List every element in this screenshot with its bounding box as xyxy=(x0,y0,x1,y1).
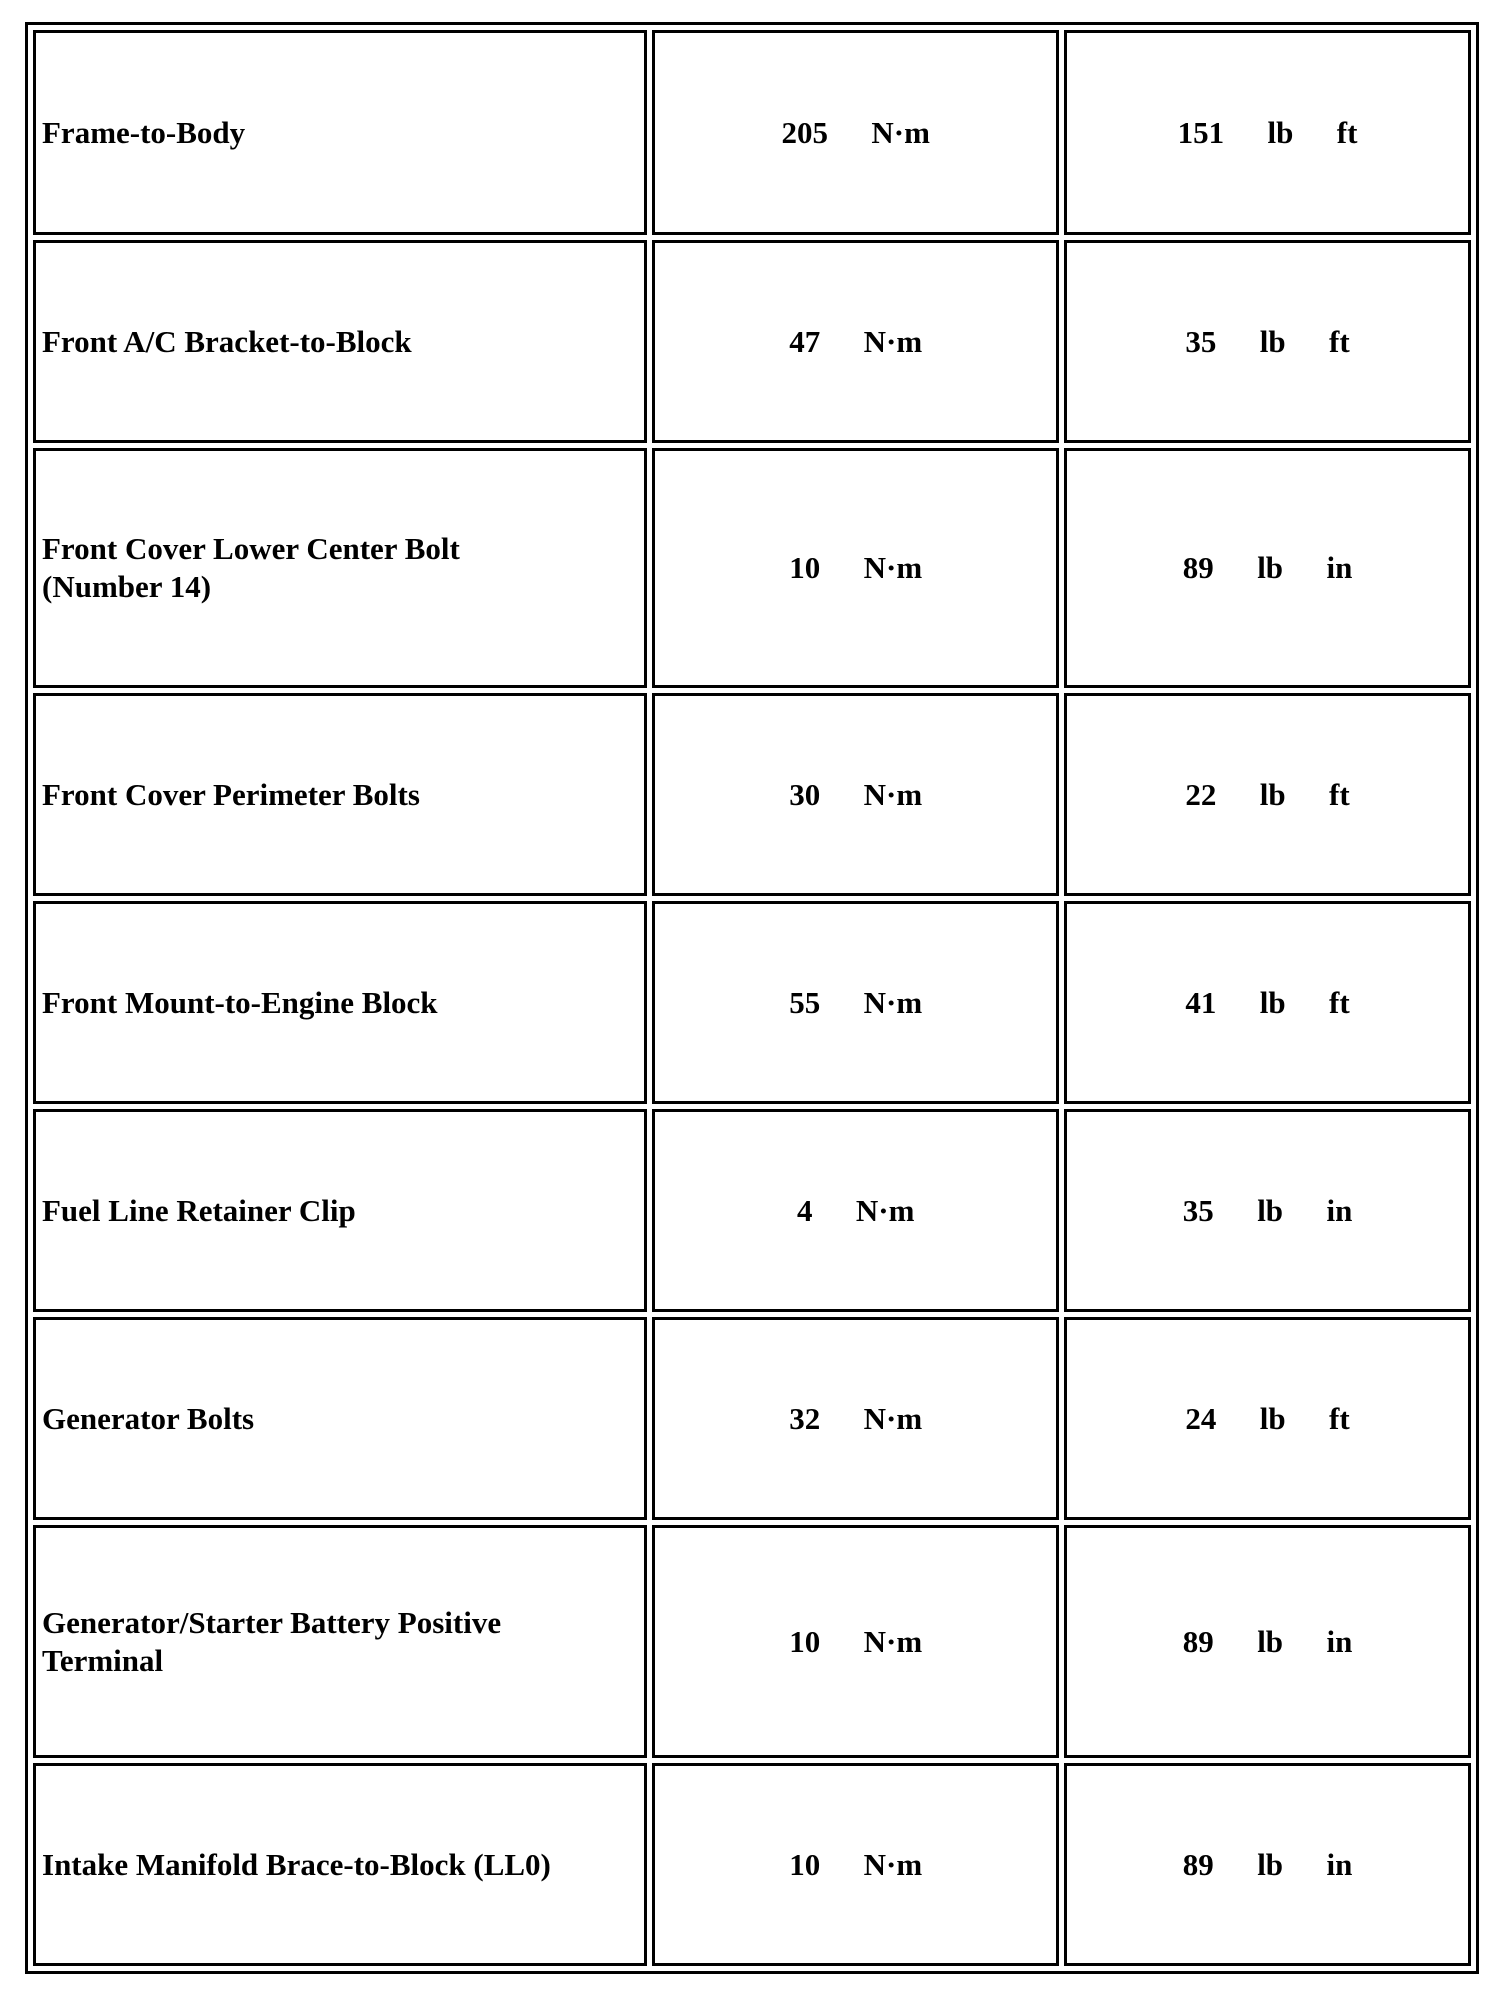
fastener-description: Frame-to-Body xyxy=(42,114,246,150)
english-torque-cell xyxy=(1064,693,1471,896)
fastener-description-cell xyxy=(33,240,647,443)
table-row xyxy=(33,1109,1471,1312)
fastener-description-cell xyxy=(33,1525,647,1758)
metric-torque-cell xyxy=(652,1763,1059,1966)
english-torque-value: 89 lb in xyxy=(1182,550,1353,585)
fastener-description-cell xyxy=(33,1109,647,1312)
fastener-description: Fuel Line Retainer Clip xyxy=(42,1192,356,1228)
fastener-torque-table xyxy=(25,22,1479,1974)
english-torque-value: 35 lb ft xyxy=(1185,323,1350,359)
fastener-description: Intake Manifold Brace-to-Block (LL0) xyxy=(42,1846,551,1882)
metric-torque-cell xyxy=(652,448,1059,688)
english-torque-cell xyxy=(1064,1317,1471,1520)
metric-torque-value: 10 N·m xyxy=(789,550,923,585)
metric-torque-value: 55 N·m xyxy=(789,984,923,1020)
english-torque-value: 89 lb in xyxy=(1182,1846,1353,1882)
fastener-description: Front A/C Bracket-to-Block xyxy=(42,323,412,359)
table-row xyxy=(33,448,1471,688)
fastener-description: Front Mount-to-Engine Block xyxy=(42,984,438,1020)
fastener-description-cell xyxy=(33,693,647,896)
english-torque-cell xyxy=(1064,448,1471,688)
table-row xyxy=(33,1763,1471,1966)
metric-torque-value: 10 N·m xyxy=(789,1623,923,1659)
english-torque-value: 22 lb ft xyxy=(1185,776,1350,812)
metric-torque-cell xyxy=(652,693,1059,896)
metric-torque-value: 32 N·m xyxy=(789,1400,923,1436)
fastener-description-cell xyxy=(33,1317,647,1520)
english-torque-value: 41 lb ft xyxy=(1185,984,1350,1020)
table-row xyxy=(33,901,1471,1104)
english-torque-value: 151 lb ft xyxy=(1177,114,1358,150)
metric-torque-value: 47 N·m xyxy=(789,323,923,359)
english-torque-cell xyxy=(1064,1109,1471,1312)
fastener-description: Front Cover Lower Center Bolt (Number 14) xyxy=(42,531,460,604)
metric-torque-value: 10 N·m xyxy=(789,1846,923,1882)
metric-torque-value: 205 N·m xyxy=(781,114,930,150)
english-torque-value: 89 lb in xyxy=(1182,1623,1353,1659)
fastener-description-cell xyxy=(33,30,647,235)
english-torque-cell xyxy=(1064,1763,1471,1966)
fastener-description-cell xyxy=(33,448,647,688)
metric-torque-cell xyxy=(652,1317,1059,1520)
english-torque-cell xyxy=(1064,30,1471,235)
metric-torque-cell xyxy=(652,240,1059,443)
metric-torque-value: 30 N·m xyxy=(789,776,923,812)
fastener-description: Generator Bolts xyxy=(42,1400,255,1436)
english-torque-value: 24 lb ft xyxy=(1185,1400,1350,1436)
fastener-description-cell xyxy=(33,901,647,1104)
metric-torque-value: 4 N·m xyxy=(796,1192,915,1228)
fastener-description-cell xyxy=(33,1763,647,1966)
table-row xyxy=(33,693,1471,896)
table-row xyxy=(33,1317,1471,1520)
table-row xyxy=(33,240,1471,443)
english-torque-value: 35 lb in xyxy=(1182,1192,1353,1228)
fastener-description: Generator/Starter Battery Positive Terminal xyxy=(42,1604,502,1678)
metric-torque-cell xyxy=(652,1109,1059,1312)
metric-torque-cell xyxy=(652,901,1059,1104)
metric-torque-cell xyxy=(652,1525,1059,1758)
fastener-description: Front Cover Perimeter Bolts xyxy=(42,776,420,812)
english-torque-cell xyxy=(1064,240,1471,443)
metric-torque-cell xyxy=(652,30,1059,235)
english-torque-cell xyxy=(1064,1525,1471,1758)
english-torque-cell xyxy=(1064,901,1471,1104)
table-row xyxy=(33,1525,1471,1758)
table-row xyxy=(33,30,1471,235)
